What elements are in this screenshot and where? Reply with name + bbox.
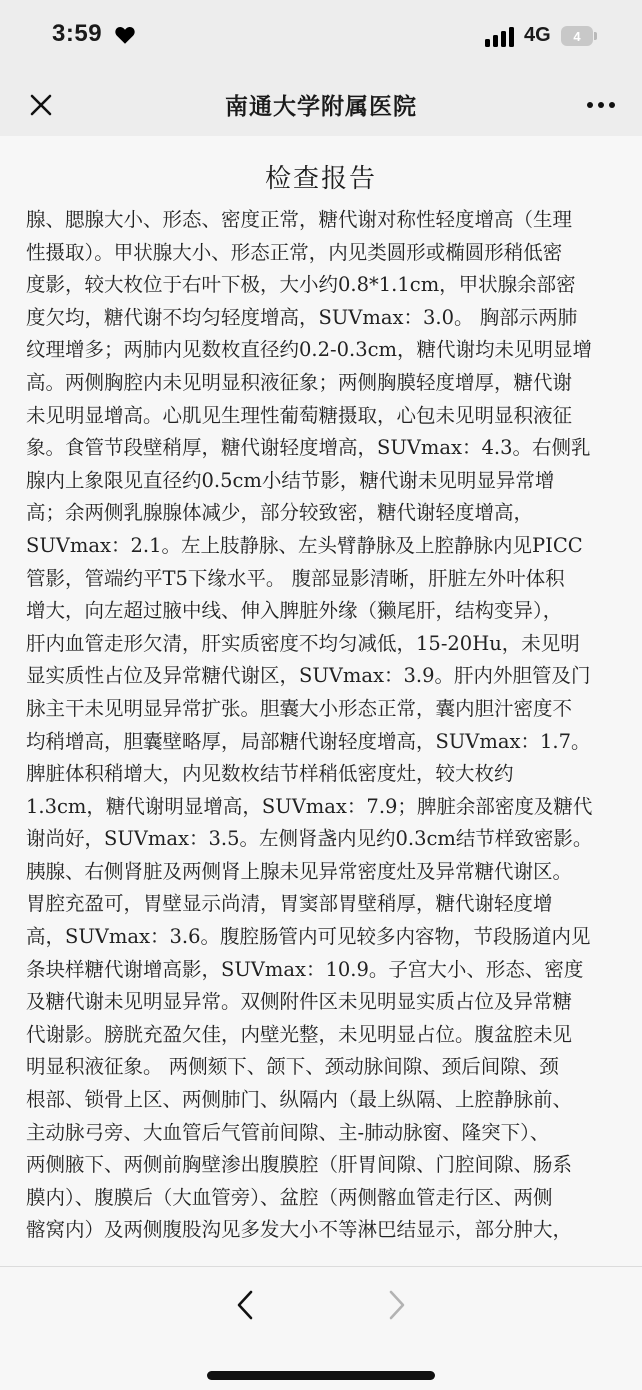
report-line: 髂窝内）及两侧腹股沟见多发大小不等淋巴结显示，部分肿大， [26, 1218, 573, 1242]
battery-cap [594, 32, 597, 40]
report-text [26, 204, 618, 1247]
report-line: 均稍增高，胆囊壁略厚，局部糖代谢轻度增高，SUVmax：1.7。 [26, 729, 591, 753]
report-line: 度影，较大枚位于右叶下极，大小约0.8*1.1cm，甲状腺余部密 [26, 273, 576, 297]
report-line: 两侧腋下、两侧前胸壁渗出腹膜腔（肝胃间隙、门腔间隙、肠系 [26, 1153, 573, 1177]
more-icon[interactable] [586, 98, 616, 112]
back-arrow-icon[interactable] [231, 1289, 259, 1321]
report-line: 胰腺、右侧肾脏及两侧肾上腺未见异常密度灶及异常糖代谢区。 [26, 859, 573, 883]
report-content[interactable] [0, 136, 642, 1266]
report-line: 脾脏体积稍增大，内见数枚结节样稍低密度灶，较大枚约 [26, 762, 514, 786]
report-line: 膜内）、腹膜后（大血管旁）、盆腔（两侧髂血管走行区、两侧 [26, 1185, 553, 1209]
status-bar [0, 0, 642, 76]
home-indicator [207, 1371, 435, 1380]
report-line: 主动脉弓旁、大血管后气管前间隙、主-肺动脉窗、隆突下）、 [26, 1120, 550, 1144]
report-line: 高；余两侧乳腺腺体减少，部分较致密，糖代谢轻度增高， [26, 501, 534, 525]
report-line: 象。食管节段壁稍厚，糖代谢轻度增高，SUVmax：4.3。右侧乳 [26, 436, 591, 460]
report-line: 明显积液征象。 两侧颏下、颌下、颈动脉间隙、颈后间隙、颈 [26, 1055, 559, 1079]
report-line: 根部、锁骨上区、两侧肺门、纵隔内（最上纵隔、上腔静脉前、 [26, 1088, 573, 1112]
report-line: 代谢影。膀胱充盈欠佳，内壁光整，未见明显占位。腹盆腔未见 [26, 1022, 573, 1046]
report-line: 增大，向左超过腋中线、伸入脾脏外缘（獭尾肝，结构变异）， [26, 599, 563, 623]
report-line: 性摄取）。甲状腺大小、形态正常，内见类圆形或椭圆形稍低密 [26, 240, 563, 264]
report-line: 高。两侧胸腔内未见明显积液征象；两侧胸膜轻度增厚，糖代谢 [26, 370, 573, 394]
network-type-label: 4G [524, 24, 551, 46]
report-line: 腺、腮腺大小、形态、密度正常，糖代谢对称性轻度增高（生理 [26, 208, 573, 231]
report-line: 管影，管端约平T5下缘水平。 腹部显影清晰，肝脏左外叶体积 [26, 566, 565, 590]
report-line: 度欠均，糖代谢不均匀轻度增高，SUVmax：3.0。 胸部示两肺 [26, 305, 578, 329]
bottom-toolbar [0, 1266, 642, 1390]
report-line: 脉主干未见明显异常扩张。胆囊大小形态正常，囊内胆汁密度不 [26, 696, 573, 720]
battery-level: 4 [573, 28, 581, 44]
report-line: SUVmax：2.1。左上肢静脉、左头臂静脉及上腔静脉内见PICC [26, 533, 583, 557]
report-line: 未见明显增高。心肌见生理性葡萄糖摄取，心包未见明显积液征 [26, 403, 573, 427]
report-line: 纹理增多；两肺内见数枚直径约0.2-0.3cm，糖代谢均未见明显增 [26, 338, 593, 362]
report-line: 腺内上象限见直径约0.5cm小结节影，糖代谢未见明显异常增 [26, 468, 555, 492]
nav-title: 南通大学附属医院 [225, 94, 417, 120]
report-line: 高，SUVmax：3.6。腹腔肠管内可见较多内容物，节段肠道内见 [26, 925, 591, 949]
page-title: 检查报告 [264, 164, 377, 194]
report-line: 肝内血管走形欠清，肝实质密度不均匀减低，15-20Hu，未见明 [26, 631, 580, 655]
signal-icon [485, 27, 515, 47]
battery-icon [561, 26, 593, 46]
report-line: 胃腔充盈可，胃壁显示尚清，胃窦部胃壁稍厚，糖代谢轻度增 [26, 892, 553, 916]
report-line: 条块样糖代谢增高影，SUVmax：10.9。子宫大小、形态、密度 [26, 957, 584, 981]
report-line: 1.3cm，糖代谢明显增高，SUVmax：7.9；脾脏余部密度及糖代 [26, 794, 593, 818]
nav-bar [0, 76, 642, 136]
status-time: 3:59 [52, 20, 103, 47]
report-line: 及糖代谢未见明显异常。双侧附件区未见明显实质占位及异常糖 [26, 990, 573, 1014]
heart-icon [114, 24, 136, 46]
forward-arrow-icon [383, 1289, 411, 1321]
report-line: 谢尚好，SUVmax：3.5。左侧肾盏内见约0.3cm结节样致密影。 [26, 827, 593, 851]
report-line: 显实质性占位及异常糖代谢区，SUVmax：3.9。肝内外胆管及门 [26, 664, 591, 688]
